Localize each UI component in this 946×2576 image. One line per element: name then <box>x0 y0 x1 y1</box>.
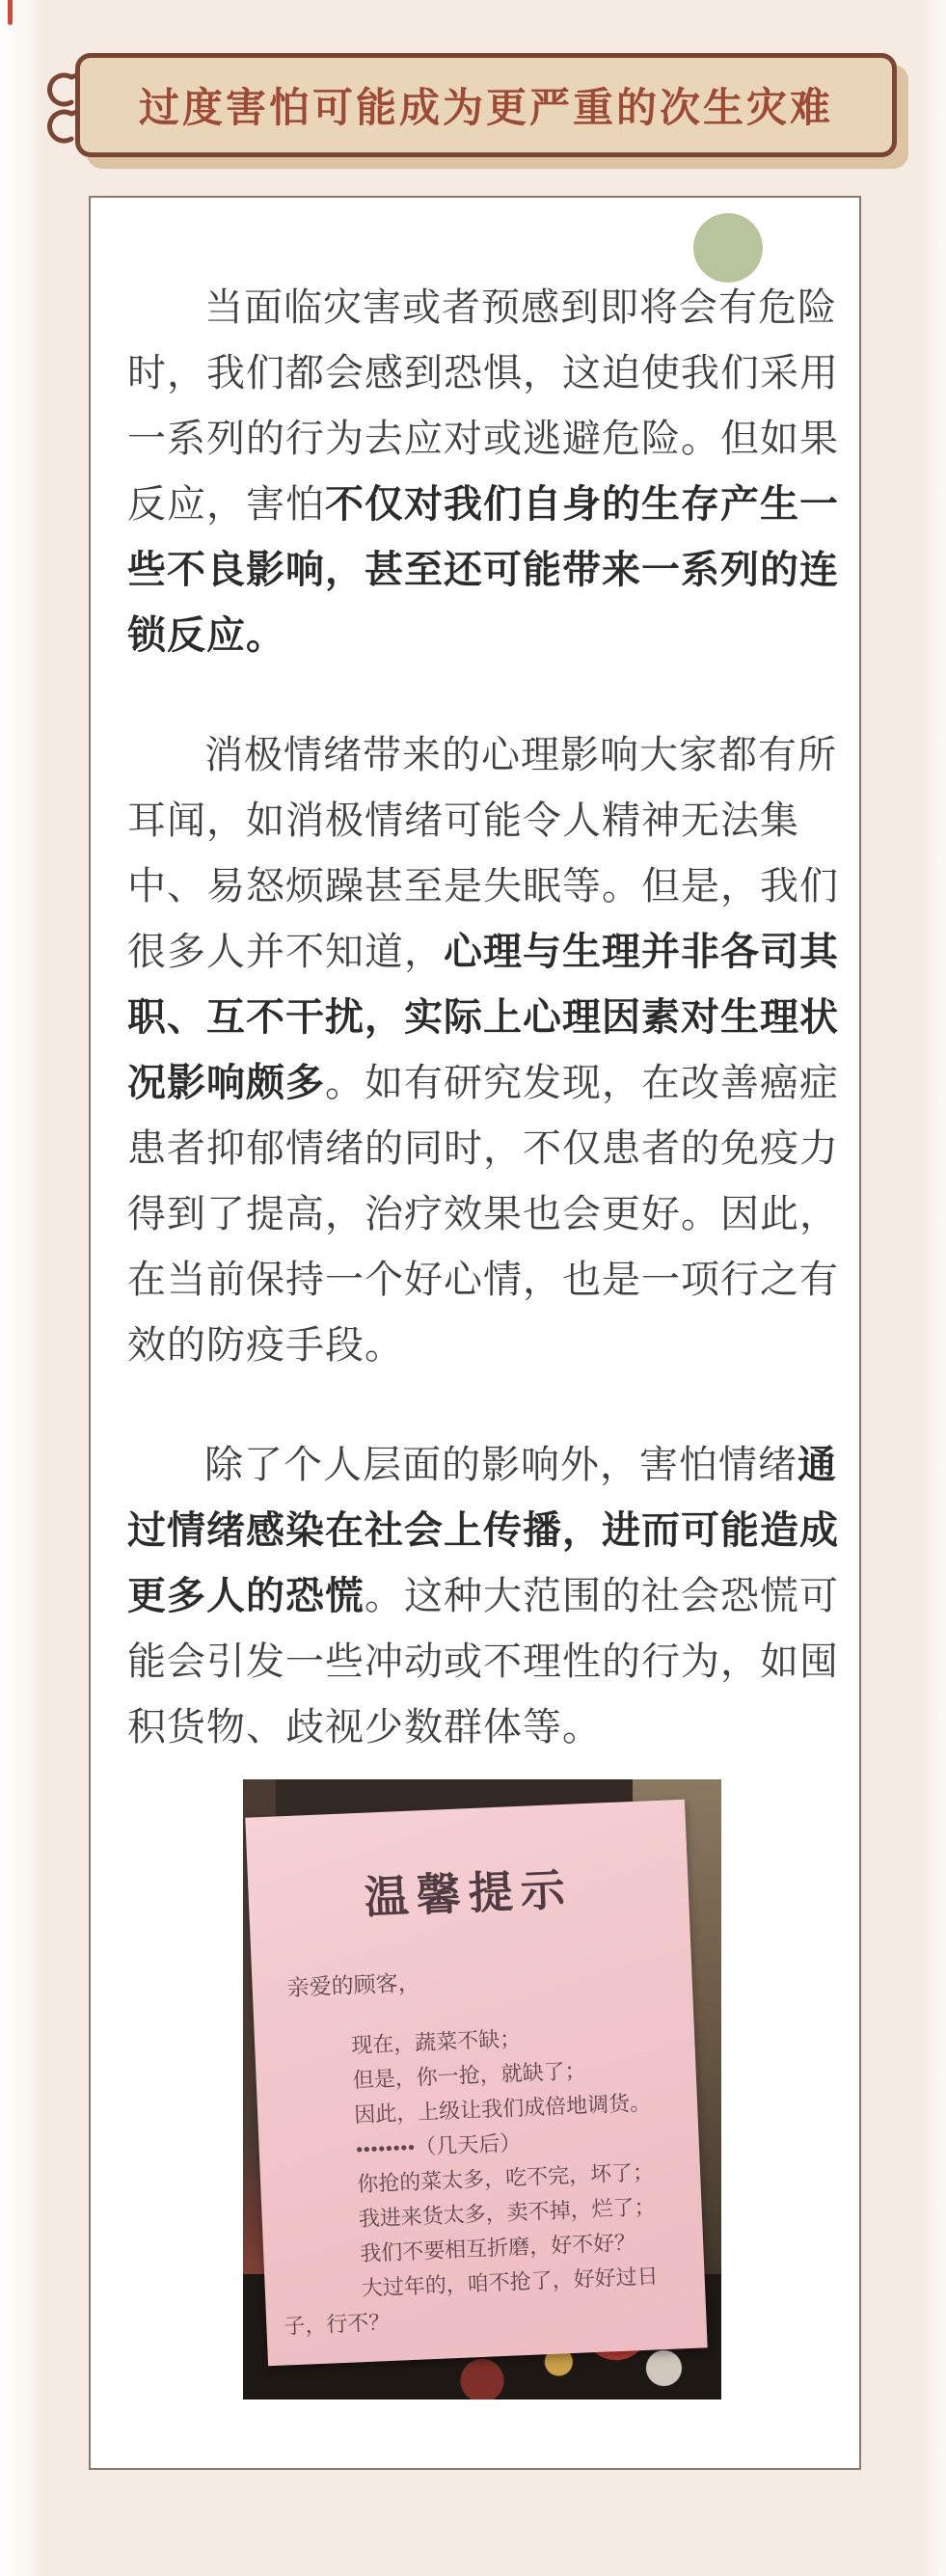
text-line: 患者抑郁情绪的同时，不仅患者的免疫力 <box>127 1127 839 1170</box>
section-title: 过度害怕可能成为更严重的次生灾难 <box>138 85 833 130</box>
text-line: 很多人并不知道，心理与生理并非各司其 <box>127 931 839 973</box>
text-line: 更多人的恐慌。这种大范围的社会恐慌可 <box>127 1575 839 1617</box>
notice-line: 现在，蔬菜不缺； <box>350 2026 522 2058</box>
paragraph <box>127 722 839 1378</box>
text-line: 一系列的行为去应对或逃避危险。但如果 <box>127 418 839 460</box>
text-line: 当面临灾害或者预感到即将会有危险 <box>204 286 837 329</box>
paragraph <box>127 1432 839 1760</box>
text-line: 况影响颇多。如有研究发现，在改善癌症 <box>127 1062 839 1104</box>
text-line: 积货物、歧视少数群体等。 <box>127 1706 602 1749</box>
notice-line: 大过年的，咱不抢了，好好过日 <box>361 2264 660 2301</box>
right-margin-strip <box>919 0 946 2576</box>
notice-photo[interactable] <box>243 1779 721 2400</box>
text-line: 耳闻，如消极情绪可能令人精神无法集 <box>127 800 799 842</box>
text-line: 效的防疫手段。 <box>127 1324 404 1367</box>
article-card <box>89 196 861 2470</box>
article-body <box>127 275 839 2400</box>
notice-line: 我进来货太多，卖不掉，烂了； <box>358 2194 657 2232</box>
text-line: 时，我们都会感到恐惧，这迫使我们采用 <box>127 352 839 394</box>
text-line: 反应，害怕不仅对我们自身的生存产生一 <box>127 483 839 526</box>
section-title-banner <box>75 53 897 157</box>
paragraph-container <box>127 275 839 1760</box>
notice-title: 温馨提示 <box>363 1864 574 1923</box>
text-line: 些不良影响，甚至还可能带来一系列的连 <box>127 549 839 591</box>
text-line: 在当前保持一个好心情，也是一项行之有 <box>127 1259 839 1301</box>
notice-last-line: 子，行不？ <box>283 2309 391 2339</box>
text-line: 职、互不干扰，实际上心理因素对生理状 <box>127 996 839 1039</box>
notice-line: 你抢的菜太多，吃不完，坏了； <box>356 2159 655 2197</box>
text-line: 得到了提高，治疗效果也会更好。因此， <box>127 1193 839 1235</box>
top-left-red-mark <box>8 0 13 25</box>
notice-lines <box>351 2015 706 2307</box>
text-line: 中、易怒烦躁甚至是失眠等。但是，我们 <box>127 865 839 908</box>
notice-line: 因此，上级让我们成倍地调货。 <box>353 2090 652 2128</box>
notice-line: ••••••••（几天后） <box>355 2130 522 2162</box>
green-circle-decoration <box>693 213 763 283</box>
left-margin-strip <box>0 0 44 2576</box>
text-line: 过情绪感染在社会上传播，进而可能造成 <box>127 1509 839 1552</box>
pink-notice-paper <box>245 1800 707 2367</box>
notice-line: 我们不要相互折磨，好不好？ <box>359 2230 636 2266</box>
text-line: 锁反应。 <box>127 614 285 657</box>
paragraph <box>127 275 839 668</box>
notice-line: 但是，你一抢，就缺了； <box>352 2058 587 2093</box>
notice-salutation: 亲爱的顾客， <box>286 1970 421 2001</box>
text-line: 消极情绪带来的心理影响大家都有所 <box>204 734 837 776</box>
text-line: 能会引发一些冲动或不理性的行为，如囤 <box>127 1641 839 1683</box>
text-line: 除了个人层面的影响外，害怕情绪通 <box>204 1444 837 1486</box>
